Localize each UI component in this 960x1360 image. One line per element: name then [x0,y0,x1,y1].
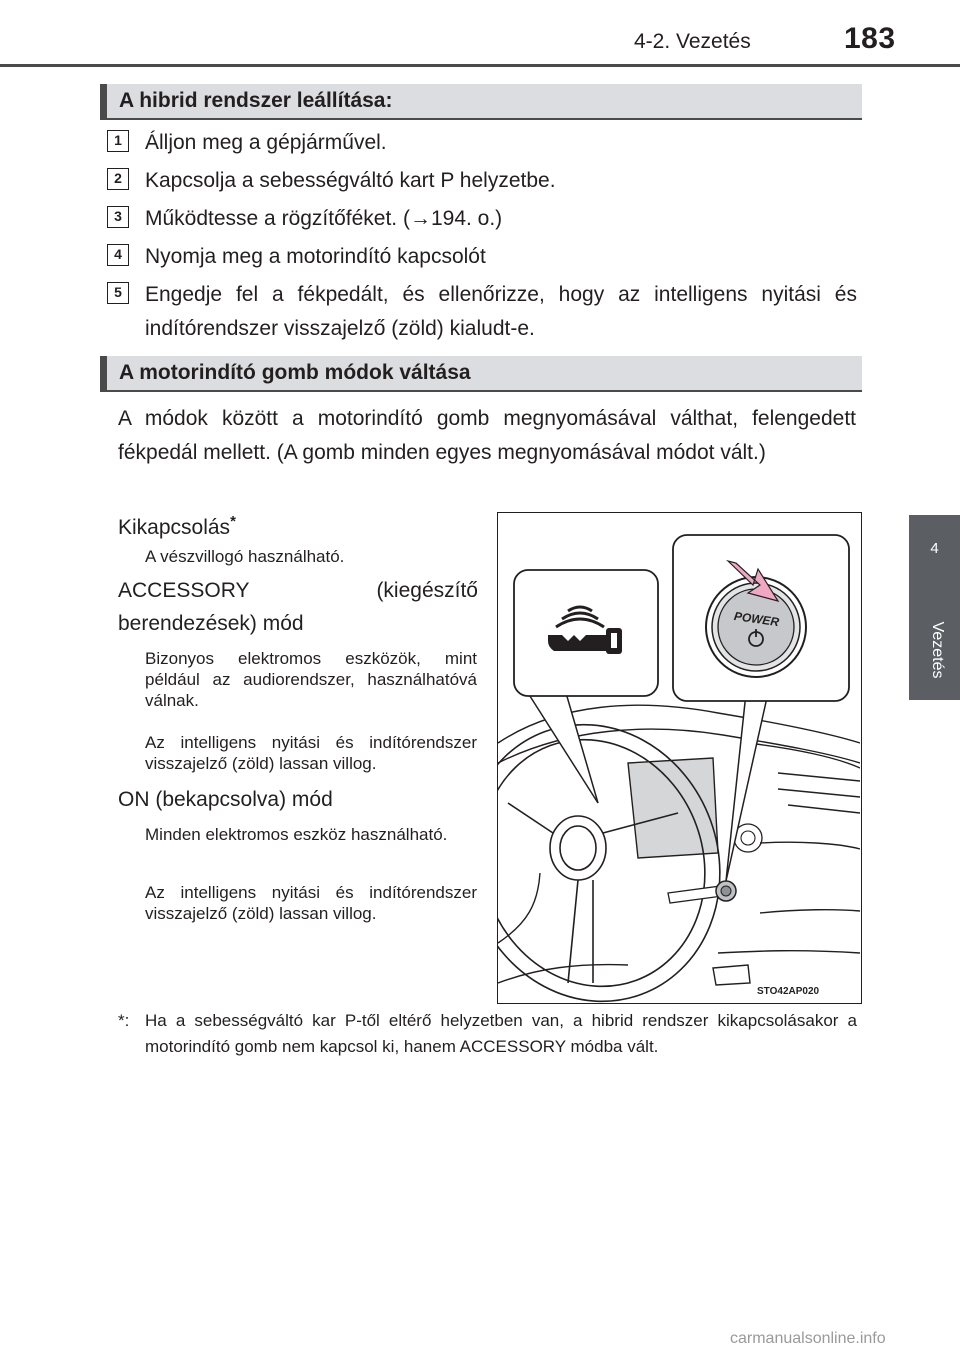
step-number-box: 4 [107,244,129,266]
mode-off-desc: A vészvillogó használható. [145,547,345,566]
illustration-power-button [497,512,862,1004]
page-number: 183 [844,22,896,55]
section-heading-stop [100,84,862,120]
mode-accessory-desc: Az intelligens nyitási és indítórendszer visszajelző (zöld) lassan villog. [145,733,477,773]
step-text: Engedje fel a fékpedált, és ellenőrizze, hogy az intelligens nyitási és indítórendszer visszajelző (zöld) kialudt-e. [145,283,857,340]
mode-off-title: Kikapcsolás* [118,513,236,539]
watermark: carmanualsonline.info [730,1330,886,1347]
mode-on-desc: Az intelligens nyitási és indítórendszer visszajelző (zöld) lassan villog. [145,883,477,923]
mode-on-desc: Minden elektromos eszköz használható. [145,825,448,844]
section-title: 4-2. Vezetés [634,30,751,53]
illustration-code: STO42AP020 [757,986,820,997]
chapter-number: 4 [930,540,939,557]
step-number-box: 1 [107,130,129,152]
section-heading-text: A motorindító gomb módok váltása [119,361,471,384]
chapter-label-wrap [917,610,957,690]
step-text: Működtesse a rögzítőféket. (→194. o.) [145,207,503,230]
step-number-box: 3 [107,206,129,228]
step-text: Nyomja meg a motorindító kapcsolót [145,245,486,268]
step-text: Álljon meg a gépjárművel. [145,131,387,154]
section-heading-text: A hibrid rendszer leállítása: [119,89,393,112]
intro-paragraph: A módok között a motorindító gomb megnyomásával válthat, felengedett fékpedál mellett. (A gomb minden egyes megnyomásával módot vált.) [118,407,856,464]
dashboard-illustration [498,513,860,1003]
chapter-label: Vezetés [929,621,946,679]
step-number-box: 5 [107,282,129,304]
step-number-box: 2 [107,168,129,190]
svg-text:POWER: POWER [733,608,780,630]
footnote-marker: *: [118,1011,130,1030]
mode-on-title: ON (bekapcsolva) mód [118,788,333,811]
mode-accessory-desc: Bizonyos elektromos eszközök, mint például az audiorendszer, használhatóvá válnak. [145,649,477,710]
section-heading-modes [100,356,862,392]
step-text: Kapcsolja a sebességváltó kart P helyzetbe. [145,169,556,192]
header-rule [0,64,960,67]
mode-accessory-title: ACCESSORY (kiegészítő berendezések) mód [118,579,478,635]
footnote-text: Ha a sebességváltó kar P-től eltérő helyzetben van, a hibrid rendszer kikapcsolásakor a motorindító gomb nem kapcsol ki, hanem ACCESSORY módba vált. [145,1011,857,1056]
